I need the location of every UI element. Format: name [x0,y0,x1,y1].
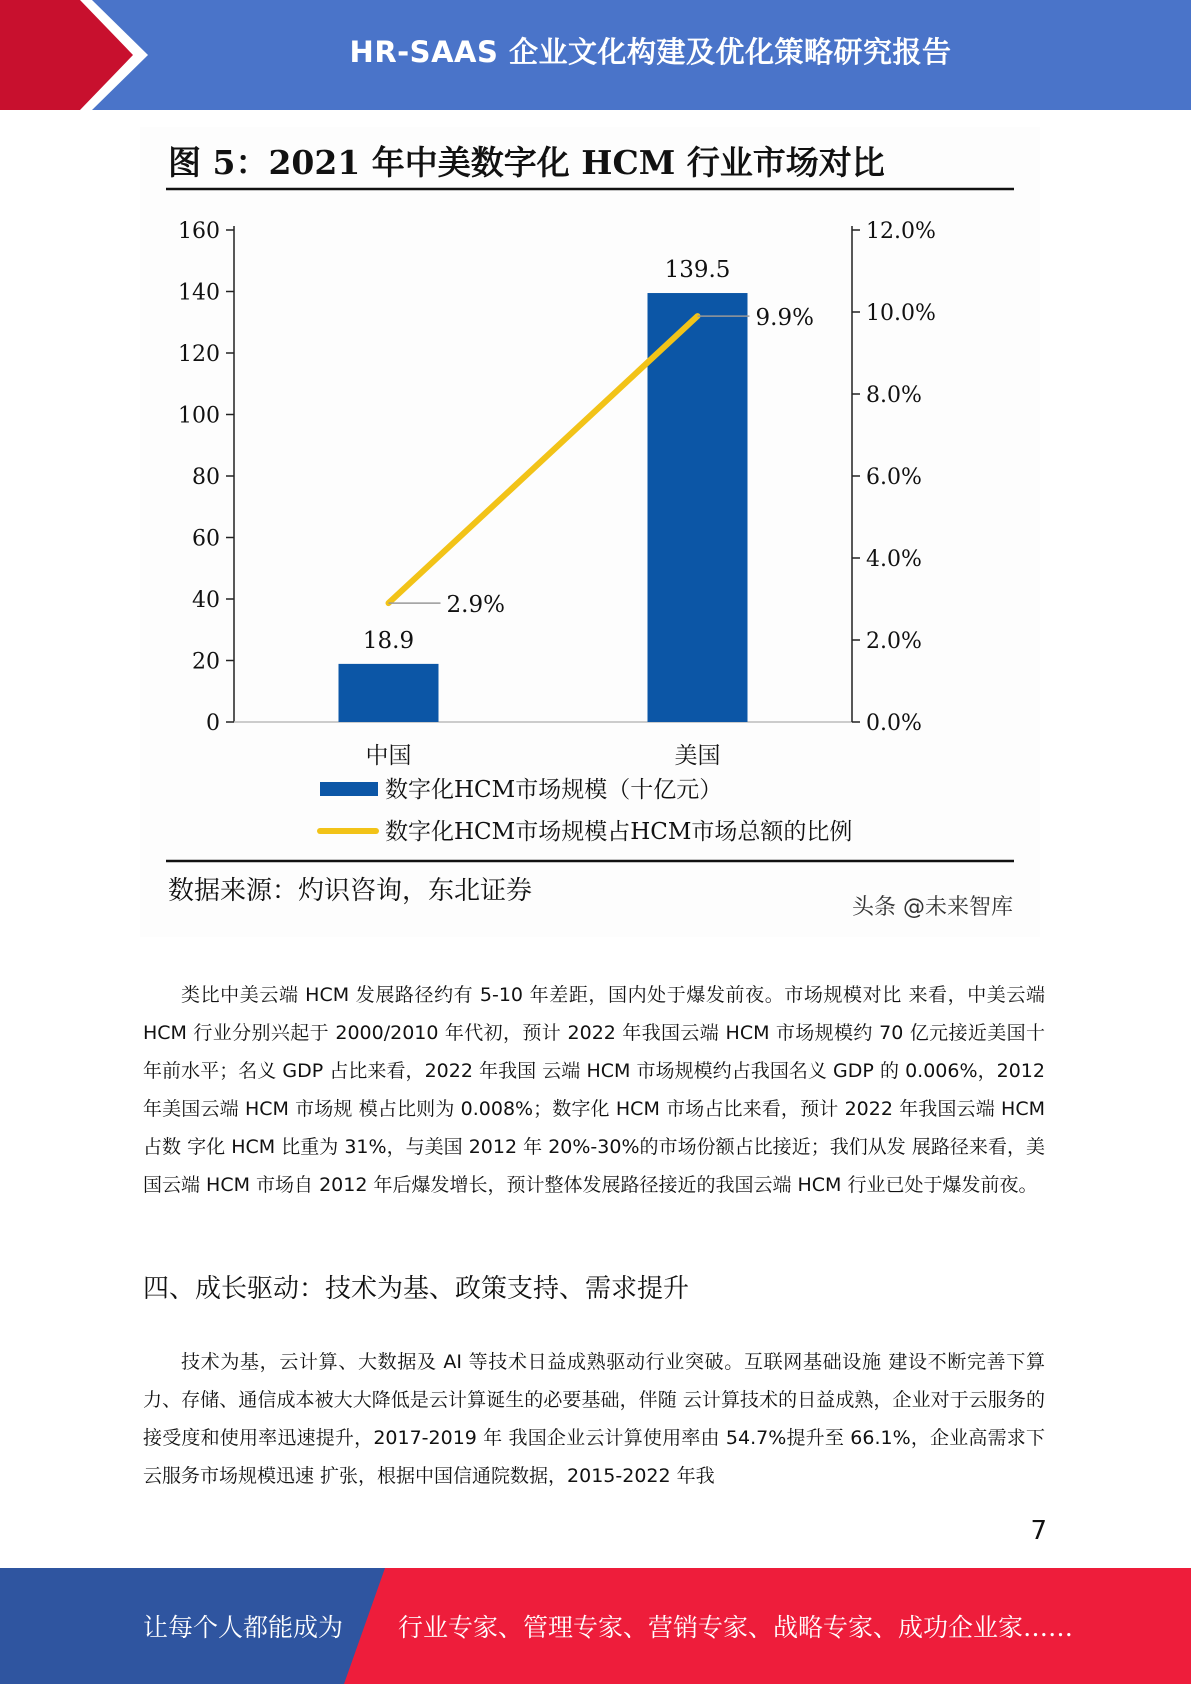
left-tick-label: 0 [206,711,220,736]
left-tick-label: 80 [192,465,220,490]
footer-slogan-left: 让每个人都能成为 [143,1613,344,1642]
right-tick-label: 6.0% [866,465,922,490]
left-tick-label: 160 [178,219,220,244]
bar-value-label: 139.5 [664,257,731,284]
left-tick-label: 120 [178,342,220,367]
paragraph-market-comparison: 类比中美云端 HCM 发展路径约有 5-10 年差距，国内处于爆发前夜。市场规模对比 来看，中美云端 HCM 行业分别兴起于 2000/2010 年代初，预计 2022 年我国云端 HCM 市场规模约 70 亿元接近美国十年前水平；名义 GDP 占比来看，2022 年我国 云端 HCM 市场规模约占我国名义 GDP 的 0.006%，2012 年美国云端 HCM 市场规 模占比则为 0.008%；数字化 HCM 市场占比来看，预计 2022 年我国云端 HCM 占数 字化 HCM 比重为 31%，与美国 2012 年 20%-30%的市场份额占比接近；我们从发 展路径来看，美国云端 HCM 市场自 2012 年后爆发增长，预计整体发展路径接近的我国云端 HCM 行业已处于爆发前夜。 [143,984,1045,1196]
left-tick-label: 60 [192,526,220,552]
figure-title: 图 5：2021 年中美数字化 HCM 行业市场对比 [168,143,885,182]
watermark: 头条 @未来智库 [852,895,1013,920]
footer-slogan-right: 行业专家、管理专家、营销专家、战略专家、成功企业家…… [398,1613,1074,1642]
left-tick-label: 100 [178,403,220,429]
right-tick-label: 8.0% [866,383,922,408]
page-footer [0,1568,1191,1684]
ratio-value-label: 2.9% [446,592,505,619]
page-number: 7 [1030,1516,1047,1546]
category-label: 中国 [365,743,412,769]
ratio-value-label: 9.9% [755,305,814,332]
legend-bar-swatch [320,782,378,796]
header-arrow-decoration [0,0,170,110]
paragraph-technology-drivers: 技术为基，云计算、大数据及 AI 等技术日益成熟驱动行业突破。互联网基础设施 建设不断完善下算力、存储、通信成本被大大降低是云计算诞生的必要基础，伴随 云计算技术的日益成熟，企业对于云服务的接受度和使用率迅速提升，2017-2019 年 我国企业云计算使用率由 54.7%提升至 66.1%，企业高需求下云服务市场规模迅速 扩张，根据中国信通院数据，2015-2022 年我 [143,1351,1045,1487]
bar-1 [339,664,439,722]
legend-bar-label: 数字化HCM市场规模（十亿元） [385,777,723,803]
right-tick-label: 10.0% [866,301,936,326]
combo-chart [140,127,1040,937]
left-tick-label: 20 [192,649,220,675]
category-label: 美国 [674,743,721,769]
right-tick-label: 0.0% [866,711,922,736]
right-tick-label: 12.0% [866,219,936,244]
chart-figure [140,127,1040,937]
left-tick-label: 140 [178,280,220,306]
page-header [0,0,1191,110]
left-tick-label: 40 [192,588,220,613]
legend-line-label: 数字化HCM市场规模占HCM市场总额的比例 [385,819,853,845]
right-tick-label: 2.0% [866,629,922,654]
bar-2 [648,293,748,722]
right-tick-label: 4.0% [866,547,922,572]
section-heading: 四、成长驱动：技术为基、政策支持、需求提升 [143,1274,690,1304]
report-title: HR-SAAS 企业文化构建及优化策略研究报告 [349,34,952,69]
bar-value-label: 18.9 [362,627,415,654]
figure-source: 数据来源：灼识咨询，东北证券 [168,876,533,906]
